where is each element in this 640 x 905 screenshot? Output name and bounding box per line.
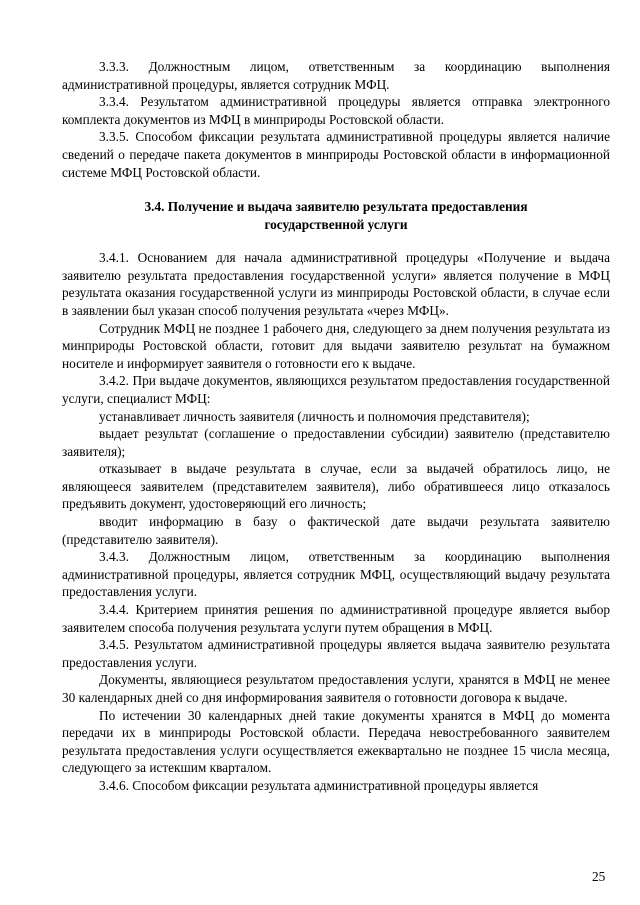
section-heading-line-1: 3.4. Получение и выдача заявителю результата предоставления — [144, 199, 528, 215]
paragraph-3-4-2: 3.4.2. При выдаче документов, являющихся результатом предоставления государственной услуги, специалист МФЦ: — [62, 373, 610, 406]
list-item-enter-info: вводит информацию в базу о фактической дате выдачи результата заявителю (представителю заявителя). — [62, 514, 610, 547]
paragraph-3-4-6: 3.4.6. Способом фиксации результата административной процедуры является — [99, 777, 539, 793]
paragraph-3-4-5: 3.4.5. Результатом административной процедуры является выдача заявителю результата предоставления услуги. — [62, 637, 610, 670]
paragraph-expiry: По истечении 30 календарных дней такие документы хранятся в МФЦ до момента передачи их в минприроды Ростовской области. Передача невостребованного заявителем результата предоставления услуги осуществляется ежеквартально не позднее 15 числа месяца, следующего за истекшим кварталом. — [62, 707, 610, 776]
paragraph-mfc-employee: Сотрудник МФЦ не позднее 1 рабочего дня, следующего за днем получения результата из минприроды Ростовской области, готовит для выдачи заявителю результат на бумажном носителе и информирует заявителя о готовности его к выдаче. — [62, 320, 610, 371]
paragraph-3-3-3: 3.3.3. Должностным лицом, ответственным за координацию выполнения административной процедуры, является сотрудник МФЦ. — [62, 59, 610, 92]
section-heading-3-4 — [62, 198, 610, 234]
paragraph-3-4-3: 3.4.3. Должностным лицом, ответственным за координацию выполнения административной процедуры, является сотрудник МФЦ, осуществляющий выдачу результата предоставления услуги. — [62, 549, 610, 600]
paragraph-3-4-4: 3.4.4. Критерием принятия решения по административной процедуре является выбор заявителем способа получения результата услуги путем обращения в МФЦ. — [62, 602, 610, 635]
list-item-identify: устанавливает личность заявителя (личность и полномочия представителя); — [99, 408, 530, 424]
paragraph-storage: Документы, являющиеся результатом предоставления услуги, хранятся в МФЦ не менее 30 календарных дней со дня информирования заявителя о готовности договора к выдаче. — [62, 672, 610, 705]
list-item-refuse: отказывает в выдаче результата в случае, если за выдачей обратилось лицо, не являющееся заявителем (представителем заявителя), либо обратившееся лицо отказалось предъявить документ, удостоверяющий его личность; — [62, 461, 610, 512]
paragraph-3-3-5: 3.3.5. Способом фиксации результата административной процедуры является наличие сведений о передаче пакета документов в минприроды Ростовской области в информационной системе МФЦ Ростовской области. — [62, 129, 610, 180]
document-page — [62, 58, 610, 795]
paragraph-3-4-1: 3.4.1. Основанием для начала административной процедуры «Получение и выдача заявителю результата предоставления государственной услуги» является получение в МФЦ результата оказания государственной услуги из минприроды Ростовской области, в случае если в заявлении был указан способ получения результата «через МФЦ». — [62, 250, 610, 318]
paragraph-3-3-4: 3.3.4. Результатом административной процедуры является отправка электронного комплекта документов из МФЦ в минприроды Ростовской области. — [62, 94, 610, 127]
list-item-issue: выдает результат (соглашение о предоставлении субсидии) заявителю (представителю заявителя); — [62, 426, 610, 459]
page-number: 25 — [592, 869, 606, 884]
section-heading-line-2: государственной услуги — [264, 217, 408, 233]
